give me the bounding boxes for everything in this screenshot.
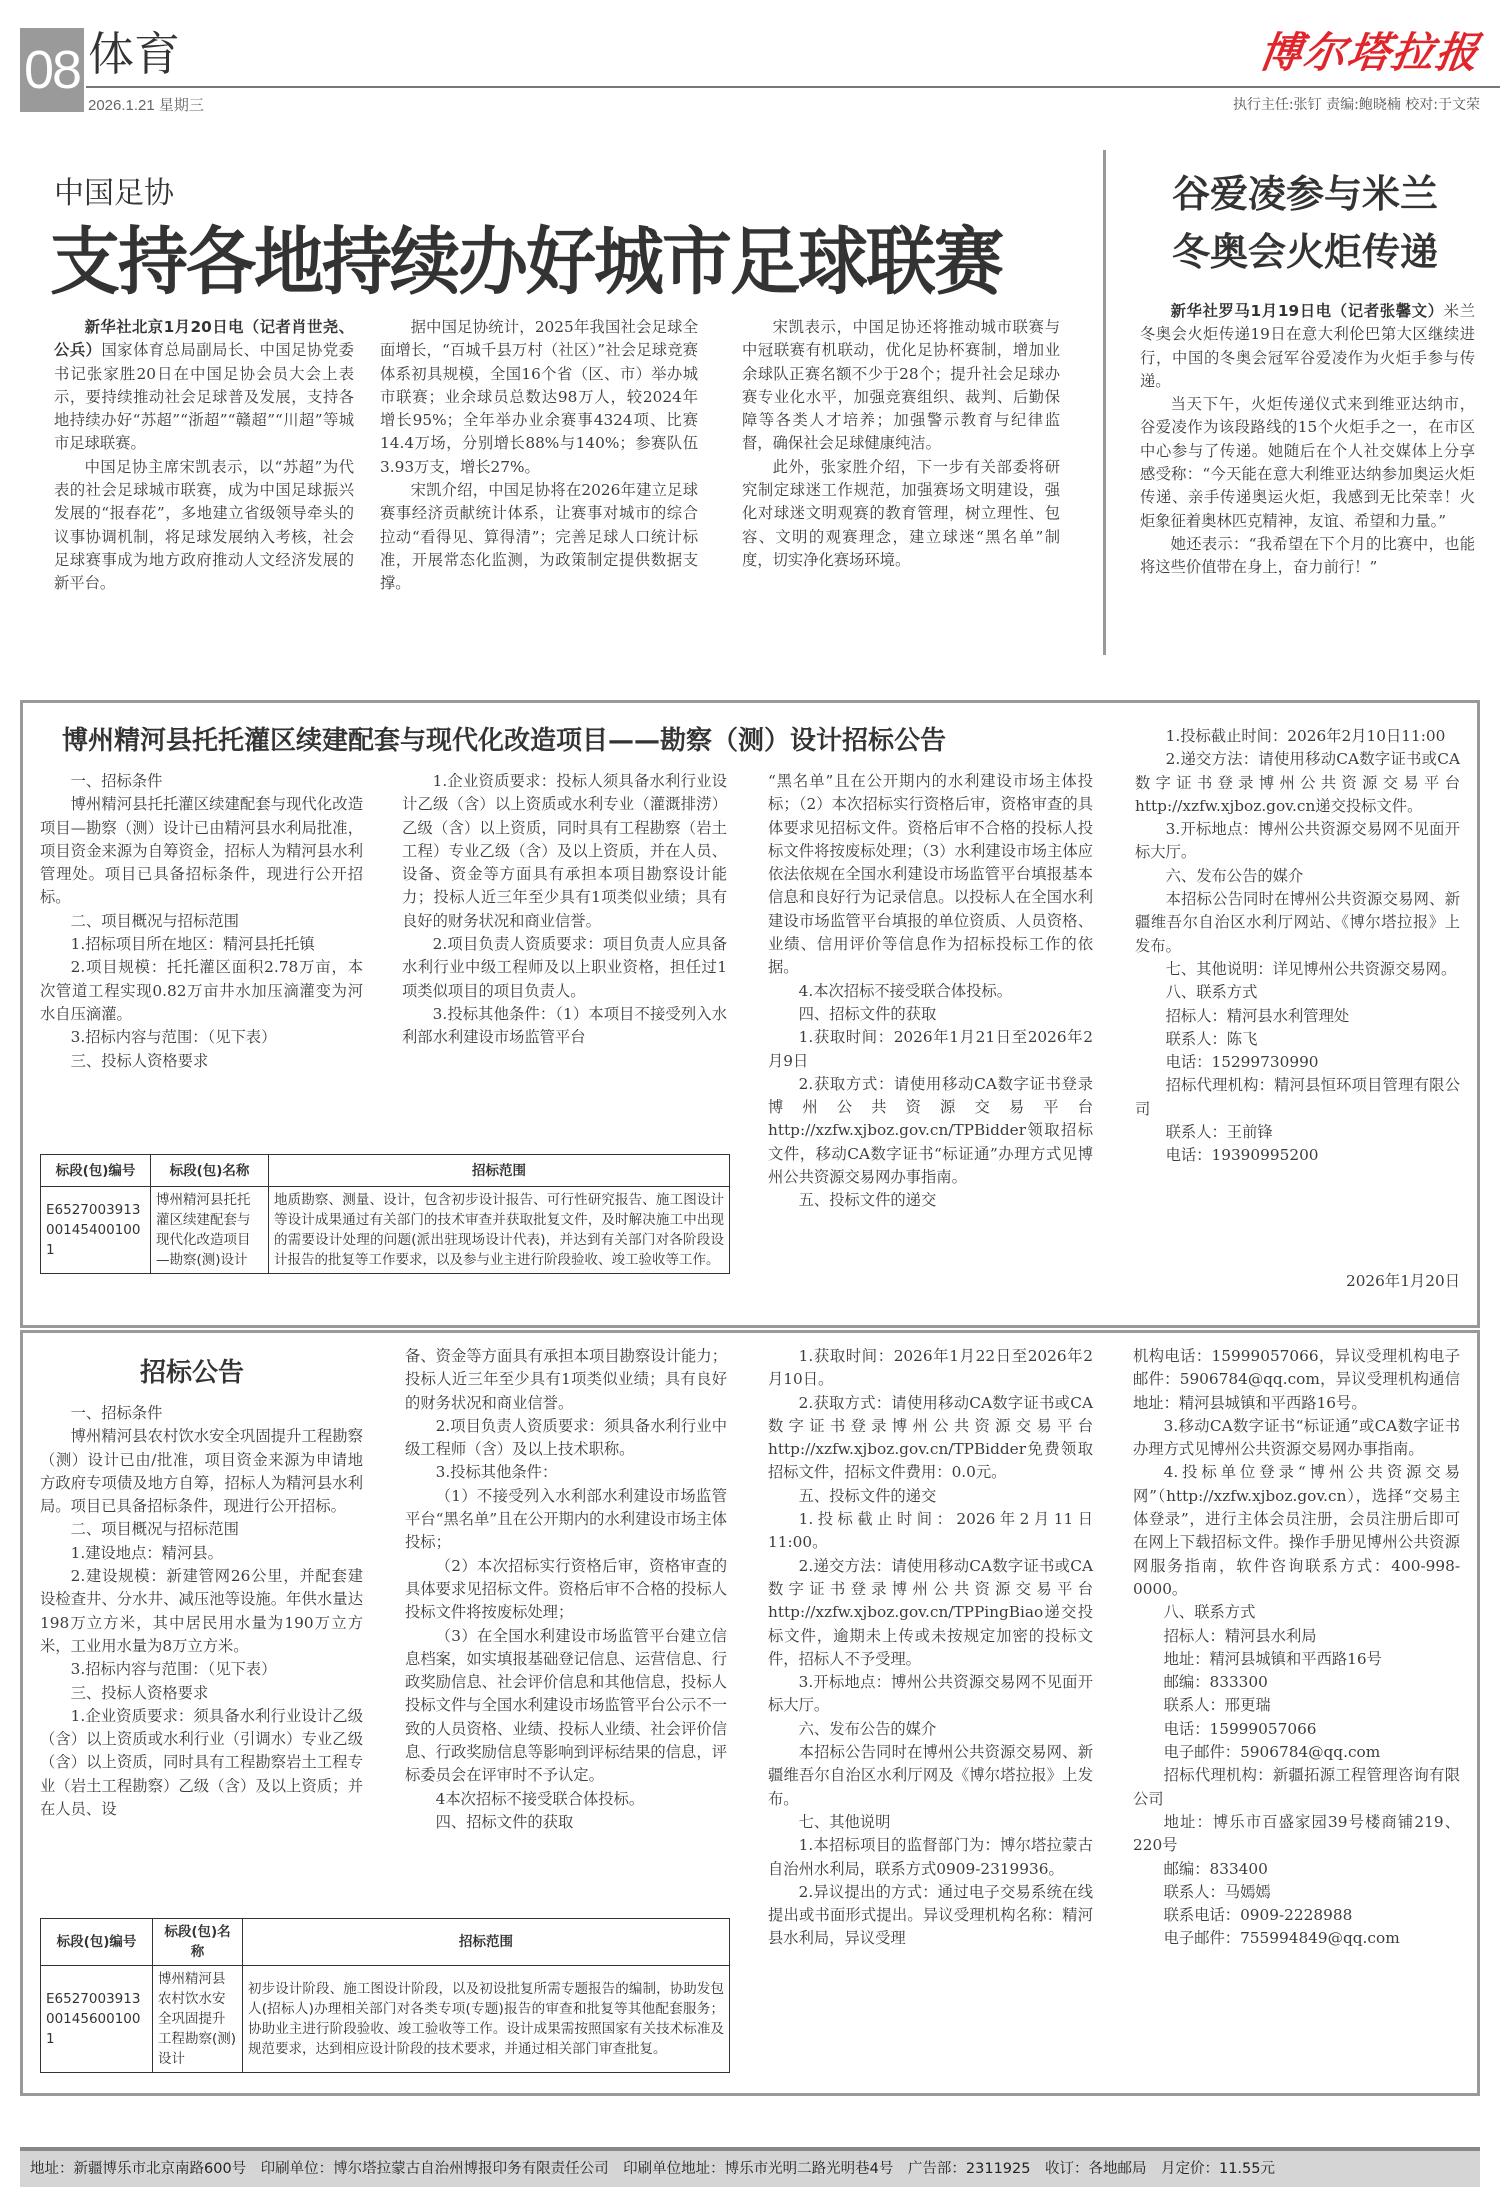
notice-1-column-4 — [1135, 725, 1460, 1168]
notice-paragraph: 2.项目负责人资质要求：项目负责人应具备水利行业中级工程师及以上职业资格，担任过1项类似项目的项目负责人。 — [402, 935, 727, 1000]
notice-paragraph: 五、投标文件的递交 — [798, 1486, 937, 1505]
notice-paragraph: 1.投标截止时间：2026年2月11日11:00。 — [768, 1510, 1093, 1552]
notice-paragraph: （2）本次招标实行资格后审，资格审查的具体要求见招标文件。资格后审不合格的投标人投标文件将按废标处理； — [405, 1556, 727, 1622]
notice-paragraph: 2.异议提出的方式：通过电子交易系统在线提出或书面形式提出。异议受理机构名称：精河县水利局，异议受理 — [768, 1882, 1093, 1948]
notice-paragraph: 4.本次招标不接受联合体投标。 — [798, 981, 1013, 1000]
notice-1-signed-date-wrap — [1135, 1270, 1460, 1293]
notice-paragraph: 四、招标文件的获取 — [435, 1812, 574, 1831]
column-separator — [1103, 150, 1106, 655]
notice-paragraph: 3.开标地点：博州公共资源交易网不见面开标大厅。 — [768, 1673, 1093, 1715]
notice-2-column-3 — [768, 1345, 1093, 1951]
table-cell-code: E6527003913001454001001 — [41, 1187, 151, 1274]
newspaper-logo: 博尔塔拉报 — [1256, 28, 1484, 77]
notice-paragraph: 二、项目概况与招标范围 — [70, 1520, 239, 1539]
notice-paragraph: 2.递交方法：请使用移动CA数字证书或CA数字证书登录博州公共资源交易平台http://xzfw.xjboz.gov.cn递交投标文件。 — [1135, 750, 1460, 815]
table-header: 标段(包)编号 — [41, 1919, 153, 1966]
notice-paragraph: （3）在全国水利建设市场监管平台建立信息档案，如实填报基础登记信息、运营信息、行政奖励信息、社会评价信息和其他信息，投标人投标文件与全国水利建设市场监管平台公示不一致的人员资格、业绩、投标人业绩、社会评价信息、行政奖励信息等影响到评标结果的信息，评标委员会在评审时不予认定。 — [405, 1626, 727, 1785]
notice-paragraph: 地址：博乐市百盛家园39号楼商铺219、220号 — [1133, 1812, 1460, 1855]
notice-paragraph: 博州精河县托托灌区续建配套与现代化改造项目—勘察（测）设计已由精河县水利局批准，项目资金来源为自筹资金，招标人为精河县水利管理处。项目已具备招标条件，现进行公开招标。 — [40, 795, 363, 907]
notice-paragraph: 招标代理机构：新疆拓源工程管理咨询有限公司 — [1133, 1766, 1460, 1808]
table-header: 招标范围 — [243, 1919, 730, 1966]
notice-paragraph: 3.投标其他条件：（1）本项目不接受列入水利部水利建设市场监管平台 — [402, 1004, 727, 1047]
table-cell-code: E6527003913001456001001 — [41, 1966, 153, 2073]
notice-2-bid-table — [40, 1918, 730, 2073]
notice-paragraph: 电话：15999057066 — [1163, 1719, 1317, 1738]
section-title: 体育 — [88, 27, 180, 81]
notice-paragraph: 3.招标内容与范围：（见下表） — [70, 1028, 277, 1047]
table-header-row — [41, 1919, 730, 1966]
notice-paragraph: 备、资金等方面具有承担本项目勘察设计能力；投标人近三年至少具有1项类似业绩；具有良好的财务状况和商业信誉。 — [405, 1347, 727, 1412]
notice-paragraph: 招标人：精河县水利管理处 — [1165, 1006, 1350, 1025]
side-dateline: 新华社罗马1月19日电（记者张馨文） — [1170, 302, 1444, 320]
notice-paragraph: 1.企业资质要求：须具备水利行业设计乙级（含）以上资质或水利行业（引调水）专业乙级（含）以上资质，同时具有工程勘察岩土工程专业（岩土工程勘察）乙级（含）及以上资质；并在人员、设 — [40, 1706, 363, 1819]
notice-paragraph: 1.企业资质要求：投标人须具备水利行业设计乙级（含）以上资质或水利专业（灌溉排涝）乙级（含）以上资质，同时具有工程勘察（岩土工程）专业乙级（含）及以上资质，并在人员、设备、资金等方面具有承担本项目勘察设计能力；投标人近三年至少具有1项类似业绩；具有良好的财务状况和商业信誉。 — [402, 772, 727, 930]
notice-paragraph: 联系人：王前锋 — [1165, 1123, 1273, 1142]
notice-paragraph: “黑名单”且在公开期内的水利建设市场主体投标；（2）本次招标实行资格后审，资格审查的具体要求见招标文件。资格后审不合格的投标人投标文件将按废标处理；（3）水利建设市场主体应依法依规在全国水利建设市场监管平台填报基本信息和良好行为记录信息。以投标人在全国水利建设市场监管平台填报的单位资质、人员资格、业绩、信用评价等信息作为招标投标工作的依据。 — [768, 772, 1093, 977]
lead-paragraph: 宋凯表示，中国足协还将推动城市联赛与中冠联赛有机联动，优化足协杯赛制，增加业余球队正赛名额不少于28个；提升社会足球办赛专业化水平，加强竞赛组织、裁判、后勤保障等各类人才培养；加强警示教育与纪律监督，确保社会足球健康纯洁。 — [742, 318, 1060, 453]
table-header: 标段(包)编号 — [41, 1155, 151, 1187]
notice-paragraph: 三、投标人资格要求 — [70, 1051, 209, 1070]
notice-paragraph: 联系人：邢更瑞 — [1163, 1696, 1271, 1715]
side-paragraph: 新华社罗马1月19日电（记者张馨文）米兰冬奥会火炬传递19日在意大利伦巴第大区继续进行，中国的冬奥会冠军谷爱凌作为火炬手参与传递。 — [1140, 302, 1475, 390]
notice-2-column-1 — [40, 1402, 363, 1821]
notice-paragraph: 六、发布公告的媒介 — [798, 1719, 937, 1738]
notice-1-title: 博州精河县托托灌区续建配套与现代化改造项目——勘察（测）设计招标公告 — [62, 726, 947, 756]
notice-paragraph: 博州精河县农村饮水安全巩固提升工程勘察（测）设计已由/批准，项目资金来源为申请地方政府专项债及地方自筹，招标人为精河县水利局。项目已具备招标条件，现进行公开招标。 — [40, 1427, 363, 1516]
lead-paragraph: 此外，张家胜介绍，下一步有关部委将研究制定球迷工作规范，加强赛场文明建设，强化对球迷文明观赛的教育管理，树立理性、包容、文明的观赛理念，建立球迷“黑名单”制度，切实净化赛场环境。 — [742, 457, 1060, 569]
notice-paragraph: 1.投标截止时间：2026年2月10日11:00 — [1165, 727, 1446, 745]
editors-credit: 执行主任:张钉 责编:鲍晓楠 校对:于文荣 — [1232, 97, 1480, 113]
notice-paragraph: 八、联系方式 — [1165, 983, 1258, 1002]
notice-paragraph: 2.建设规模：新建管网26公里，并配套建设检查井、分水井、减压池等设施。年供水量达198万立方米，其中居民用水量为190万立方米，工业用水量为8万立方米。 — [40, 1567, 363, 1655]
lead-paragraph: 宋凯介绍，中国足协将在2026年建立足球赛事经济贡献统计体系，让赛事对城市的综合拉动“看得见、算得清”；完善足球人口统计标准，开展常态化监测，为政策制定提供数据支撑。 — [380, 481, 698, 593]
notice-paragraph: 3.移动CA数字证书“标证通”或CA数字证书办理方式见博州公共资源交易网办事指南。 — [1133, 1416, 1460, 1459]
notice-paragraph: 五、投标文件的递交 — [798, 1191, 937, 1210]
notice-1-signed-date: 2026年1月20日 — [1345, 1272, 1460, 1290]
notice-paragraph: （1）不接受列入水利部水利建设市场监管平台“黑名单”且在公开期内的水利建设市场主体投标； — [405, 1486, 727, 1552]
notice-2-column-2 — [405, 1345, 727, 1834]
notice-paragraph: 电话：19390995200 — [1165, 1146, 1319, 1165]
notice-paragraph: 电子邮件：5906784@qq.com — [1163, 1743, 1381, 1762]
lead-column-3 — [742, 316, 1060, 572]
notice-2-title: 招标公告 — [140, 1358, 245, 1388]
table-cell-name: 博州精河县托托灌区续建配套与现代化改造项目—勘察(测)设计 — [151, 1187, 269, 1274]
table-header: 标段(包)名称 — [151, 1155, 269, 1187]
masthead-divider — [86, 86, 1500, 88]
notice-paragraph: 本招标公告同时在博州公共资源交易网、新疆维吾尔自治区水利厅网及《博尔塔拉报》上发布。 — [768, 1743, 1093, 1808]
notice-1-column-3 — [768, 770, 1093, 1213]
lead-paragraph: 中国足协主席宋凯表示，以“苏超”为代表的社会足球城市联赛，成为中国足球振兴发展的“报春花”，多地建立省级领导牵头的议事协调机制，将足球发展纳入考核，社会足球赛事成为地方政府推动人文经济发展的新平台。 — [54, 457, 354, 593]
notice-paragraph: 1.获取时间：2026年1月21日至2026年2月9日 — [768, 1028, 1093, 1070]
side-paragraph: 当天下午，火炬传递仪式来到维亚达纳市，谷爱凌作为该段路线的15个火炬手之一，在市区中心参与了传递。她随后在个人社交媒体上分享感受称：“今天能在意大利维亚达纳参加奥运火炬传递、亲手传递奥运火炬，我感到无比荣幸！火炬象征着奥林匹克精神，友谊、希望和力量。” — [1140, 395, 1475, 530]
table-row — [41, 1966, 730, 2073]
page-number: 08 — [20, 28, 84, 112]
notice-paragraph: 四、招标文件的获取 — [798, 1004, 937, 1023]
table-cell-scope: 初步设计阶段、施工图设计阶段，以及初设批复所需专题报告的编制，协助发包人(招标人)办理相关部门对各类专项(专题)报告的审查和批复等其他配套服务；协助业主进行阶段验收、竣工验收等工作。设计成果需按照国家有关技术标准及规范要求，达到相应设计阶段的技术要求，并通过相关部门审查批复。 — [243, 1966, 730, 2073]
notice-paragraph: 地址：精河县城镇和平西路16号 — [1163, 1649, 1382, 1668]
notice-paragraph: 一、招标条件 — [70, 1404, 163, 1422]
notice-paragraph: 2.获取方式：请使用移动CA数字证书或CA数字证书登录博州公共资源交易平台http://xzfw.xjboz.gov.cn/TPBidder免费领取招标文件，招标文件费用：0.0元。 — [768, 1393, 1093, 1482]
notice-paragraph: 1.本招标项目的监督部门为：博尔塔拉蒙古自治州水利局，联系方式0909-2319936。 — [768, 1836, 1093, 1878]
notice-paragraph: 联系人：马嫣嫣 — [1163, 1882, 1271, 1901]
notice-paragraph: 七、其他说明：详见博州公共资源交易网。 — [1165, 959, 1457, 978]
lead-column-1 — [54, 316, 354, 596]
footer-imprint: 地址：新疆博乐市北京南路600号 印刷单位：博尔塔拉蒙古自治州博报印务有限责任公司 印刷单位地址：博乐市光明二路光明巷4号 广告部：2311925 收订：各地邮局 月定价：11.55元 — [20, 2151, 1480, 2187]
table-cell-name: 博州精河县农村饮水安全巩固提升工程勘察(测)设计 — [153, 1966, 243, 2073]
notice-paragraph: 4本次招标不接受联合体投标。 — [435, 1789, 645, 1808]
table-cell-scope: 地质勘察、测量、设计，包含初步设计报告、可行性研究报告、施工图设计等设计成果通过有关部门的技术审查并获取批复文件，及时解决施工中出现的需要设计处理的问题(派出驻现场设计代表)，并达到有关部门对各阶段设计报告的批复等工作要求，以及参与业主进行阶段验收、竣工验收等工作。 — [269, 1187, 730, 1274]
table-header: 标段(包)名称 — [153, 1919, 243, 1966]
notice-paragraph: 联系人：陈飞 — [1165, 1029, 1258, 1048]
notice-paragraph: 七、其他说明 — [798, 1812, 891, 1831]
side-article-body — [1140, 300, 1475, 580]
notice-1-column-1 — [40, 770, 363, 1073]
notice-paragraph: 3.投标其他条件： — [435, 1463, 558, 1482]
notice-paragraph: 机构电话：15999057066，异议受理机构电子邮件：5906784@qq.com，异议受理机构通信地址：精河县城镇和平西路16号。 — [1133, 1347, 1460, 1412]
notice-paragraph: 3.招标内容与范围：（见下表） — [70, 1660, 277, 1679]
notice-paragraph: 电子邮件：755994849@qq.com — [1163, 1929, 1400, 1948]
notice-paragraph: 二、项目概况与招标范围 — [70, 911, 239, 930]
notice-paragraph: 八、联系方式 — [1163, 1603, 1256, 1622]
notice-paragraph: 3.开标地点：博州公共资源交易网不见面开标大厅。 — [1135, 820, 1460, 862]
notice-2-column-4 — [1133, 1345, 1460, 1951]
notice-paragraph: 2.获取方式：请使用移动CA数字证书登录博州公共资源交易平台http://xzfw.xjboz.gov.cn/TPBidder领取招标文件，移动CA数字证书“标证通”办理方式见博州公共资源交易网办事指南。 — [768, 1074, 1093, 1187]
lead-dateline: 新华社北京1月20日电（记者肖世尧、公兵） — [54, 318, 354, 360]
table-row — [41, 1187, 730, 1274]
notice-paragraph: 邮编：833400 — [1163, 1859, 1268, 1878]
notice-paragraph: 三、投标人资格要求 — [70, 1683, 209, 1702]
side-paragraph: 她还表示：“我希望在下个月的比赛中，也能将这些价值带在身上，奋力前行！” — [1140, 534, 1475, 577]
notice-paragraph: 1.获取时间：2026年1月22日至2026年2月10日。 — [768, 1347, 1093, 1389]
notice-paragraph: 招标代理机构：精河县恒环项目管理有限公司 — [1135, 1076, 1460, 1118]
notice-1-column-2 — [402, 770, 727, 1050]
lead-kicker: 中国足协 — [54, 176, 174, 211]
side-headline: 谷爱凌参与米兰 冬奥会火炬传递 — [1171, 171, 1438, 274]
lead-paragraph: 据中国足协统计，2025年我国社会足球全面增长，“百城千县万村（社区）”社会足球竞赛体系初具规模，全国16个省（区、市）举办城市联赛；业余球员总数达98万人，较2024年增长95%；全年举办业余赛事4324项、比赛14.4万场，分别增长88%与140%；参赛队伍3.93万支，增长27%。 — [380, 318, 698, 476]
notice-paragraph: 2.递交方法：请使用移动CA数字证书或CA数字证书登录博州公共资源交易平台http://xzfw.xjboz.gov.cn/TPPingBiao递交投标文件，逾期未上传或未按规定加密的投标文件，招标人不予受理。 — [768, 1556, 1093, 1668]
notice-paragraph: 邮编：833300 — [1163, 1673, 1268, 1692]
lead-headline: 支持各地持续办好城市足球联赛 — [50, 217, 1002, 306]
notice-1-bid-table — [40, 1154, 730, 1274]
notice-paragraph: 联系电话：0909-2228988 — [1163, 1906, 1353, 1925]
notice-paragraph: 一、招标条件 — [70, 772, 163, 790]
notice-paragraph: 2.项目负责人资质要求：须具备水利行业中级工程师（含）及以上技术职称。 — [405, 1416, 727, 1459]
notice-paragraph: 六、发布公告的媒介 — [1165, 866, 1304, 885]
lead-paragraph: 新华社北京1月20日电（记者肖世尧、公兵）国家体育总局副局长、中国足协党委书记张家胜20日在中国足协会员大会上表示，要持续推动社会足球普及发展，支持各地持续办好“苏超”“浙超”“赣超”“川超”等城市足球联赛。 — [54, 318, 354, 453]
notice-paragraph: 1.招标项目所在地区：精河县托托镇 — [70, 935, 315, 954]
notice-paragraph: 4.投标单位登录“博州公共资源交易网”（http://xzfw.xjboz.gov.cn），选择“交易主体登录”，进行主体会员注册，会员注册后即可在网上下载招标文件。操作手册见博州公共资源网服务指南，软件咨询联系方式：400-998-0000。 — [1133, 1463, 1460, 1598]
table-header-row — [41, 1155, 730, 1187]
notice-paragraph: 电话：15299730990 — [1165, 1053, 1319, 1072]
notice-paragraph: 1.建设地点：精河县。 — [70, 1543, 223, 1562]
table-header: 招标范围 — [269, 1155, 730, 1187]
notice-paragraph: 本招标公告同时在博州公共资源交易网、新疆维吾尔自治区水利厅网站、《博尔塔拉报》上发布。 — [1135, 890, 1460, 955]
notice-paragraph: 招标人：精河县水利局 — [1163, 1626, 1317, 1645]
issue-date: 2026.1.21 星期三 — [88, 97, 204, 114]
notice-paragraph: 2.项目规模：托托灌区面积2.78万亩，本次管道工程实现0.82万亩井水加压滴灌变为河水自压滴灌。 — [40, 958, 363, 1023]
lead-column-2 — [380, 316, 698, 596]
